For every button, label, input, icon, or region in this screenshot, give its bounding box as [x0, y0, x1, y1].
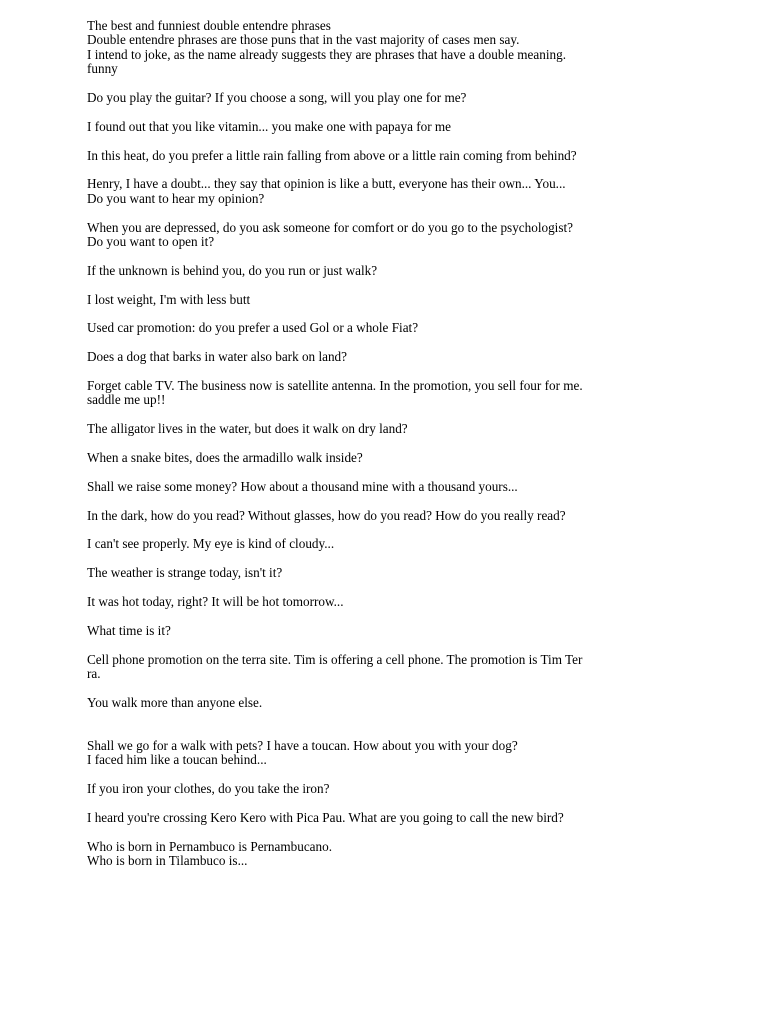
phrase-paragraph [87, 149, 577, 163]
phrase-paragraph [87, 739, 577, 768]
phrase-line: Do you want to open it? [87, 234, 215, 250]
phrase-line: saddle me up!! [87, 392, 166, 408]
phrase-line: What time is it? [87, 622, 171, 638]
phrase-paragraph [87, 120, 577, 134]
phrase-paragraph [87, 293, 577, 307]
phrase-paragraph [87, 651, 583, 682]
phrase-paragraph [87, 595, 577, 609]
phrase-line: Who is born in Tilambuco is... [87, 853, 248, 869]
phrase-paragraph [87, 509, 577, 523]
intro-line: Double entendre phrases are those puns that in the vast majority of cases men say. [87, 32, 520, 48]
phrase-line: I lost weight, I'm with less butt [87, 291, 251, 307]
phrase-line: I heard you're crossing Kero Kero with Pica Pau. What are you going to call the new bird? [87, 809, 564, 825]
phrase-line: Used car promotion: do you prefer a used Gol or a whole Fiat? [87, 320, 419, 336]
phrase-paragraph [87, 782, 577, 796]
blank-line [87, 725, 577, 739]
phrase-line: Forget cable TV. The business now is satellite antenna. In the promotion, you sell four for me. [87, 378, 583, 393]
phrase-paragraph [87, 221, 577, 250]
phrase-line: In this heat, do you prefer a little rain falling from above or a little rain coming from behind? [87, 147, 577, 163]
intro-paragraph [87, 19, 577, 77]
phrase-line: Does a dog that barks in water also bark on land? [87, 349, 348, 365]
phrase-paragraph [87, 624, 577, 638]
phrase-line: Do you play the guitar? If you choose a song, will you play one for me? [87, 90, 467, 106]
phrase-line: I found out that you like vitamin... you make one with papaya for me [87, 118, 452, 134]
phrase-paragraph [87, 378, 583, 408]
phrase-line: Shall we go for a walk with pets? I have a toucan. How about you with your dog? [87, 737, 518, 753]
phrase-line: When you are depressed, do you ask someone for comfort or do you go to the psychologist? [87, 219, 573, 235]
phrase-paragraph [87, 264, 577, 278]
phrase-paragraph [87, 321, 577, 335]
phrase-paragraph [87, 177, 577, 206]
phrase-paragraph [87, 91, 577, 105]
phrase-line: Cell phone promotion on the terra site. Tim is offering a cell phone. The promotion is Tim Ter [87, 651, 583, 667]
phrase-paragraph [87, 451, 577, 465]
phrase-line: I can't see properly. My eye is kind of cloudy... [87, 536, 335, 552]
phrase-line: I faced him like a toucan behind... [87, 752, 267, 768]
phrase-paragraph [87, 566, 577, 580]
phrase-line: If you iron your clothes, do you take the iron? [87, 781, 330, 797]
phrase-line: Shall we raise some money? How about a thousand mine with a thousand yours... [87, 478, 518, 494]
phrase-line: Who is born in Pernambuco is Pernambucano. [87, 838, 333, 854]
phrase-line: In the dark, how do you read? Without glasses, how do you read? How do you really read? [87, 507, 566, 523]
phrase-paragraph [87, 422, 577, 436]
document-title: The best and funniest double entendre phrases [87, 18, 331, 33]
intro-line: I intend to joke, as the name already suggests they are phrases that have a double meaning. [87, 46, 566, 62]
phrase-paragraph [87, 350, 577, 364]
phrase-line: It was hot today, right? It will be hot tomorrow... [87, 593, 344, 609]
phrase-paragraph [87, 537, 577, 551]
phrase-paragraph [87, 480, 577, 494]
phrase-line: ra. [87, 665, 101, 681]
intro-line: funny [87, 61, 118, 77]
phrase-paragraph [87, 696, 577, 710]
phrase-line: You walk more than anyone else. [87, 694, 263, 710]
phrase-line: The alligator lives in the water, but does it walk on dry land? [87, 421, 408, 437]
document-body [87, 18, 583, 883]
phrase-paragraph [87, 840, 577, 869]
phrase-line: Henry, I have a doubt... they say that opinion is like a butt, everyone has their own... You... [87, 176, 566, 192]
phrase-paragraph [87, 811, 577, 825]
phrase-line: If the unknown is behind you, do you run or just walk? [87, 262, 378, 278]
phrase-line: Do you want to hear my opinion? [87, 190, 265, 206]
phrase-line: When a snake bites, does the armadillo walk inside? [87, 450, 363, 465]
phrase-line: The weather is strange today, isn't it? [87, 565, 283, 581]
